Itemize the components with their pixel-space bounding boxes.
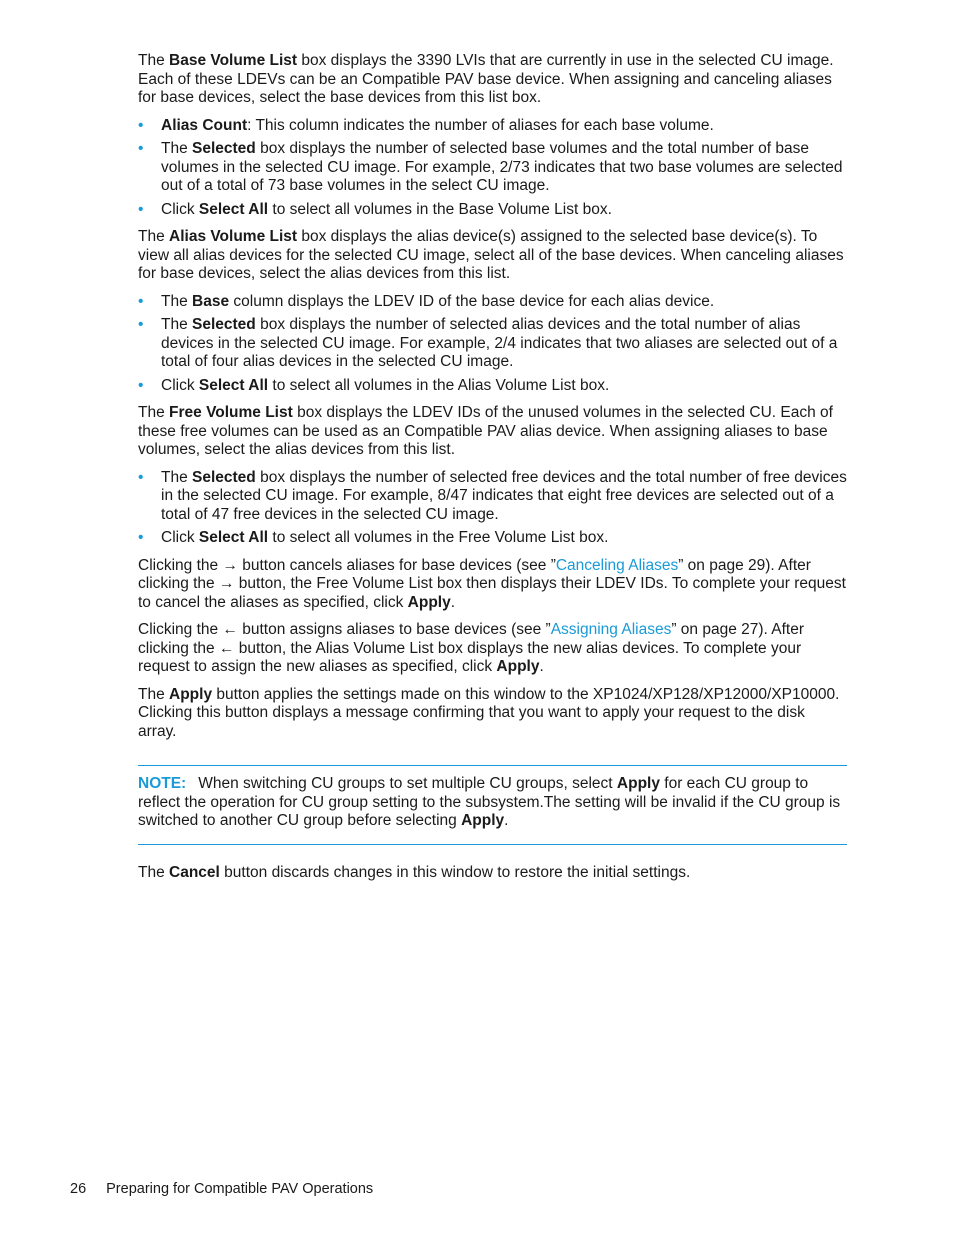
base-volume-list-paragraph: The Base Volume List box displays the 3390 LVIs that are currently in use in the selected CU image. Each of these LDEVs can be an Compatible PAV base device. When assigning and canceling aliases for base devices, select the base devices from this list box. xyxy=(138,52,834,106)
assign-arrow-paragraph: Clicking the ← button assigns aliases to base devices (see ”Assigning Aliases” on page 27). After clicking the ← button, the Alias Volume List box displays the new alias devices. To complete your request to assign the new aliases as specified, click Apply. xyxy=(138,621,805,675)
bullet-icon: • xyxy=(138,200,144,218)
free-volume-list-paragraph: The Free Volume List box displays the LDEV IDs of the unused volumes in the selected CU. Each of these free volumes can be used as an Compatible PAV alias device. When assigning aliases to base volumes, select the alias devices from this list. xyxy=(138,404,833,458)
alias-volume-list-paragraph: The Alias Volume List box displays the alias device(s) assigned to the selected base device(s). To view all alias devices for the selected CU image, select all of the base devices. When canceling aliases for base devices, select the alias devices from this list. xyxy=(138,228,844,282)
arrow-left-icon: ← xyxy=(218,639,235,657)
list-item: • The Selected box displays the number of selected base volumes and the total number of base volumes in the selected CU image. For example, 2/73 indicates that two base volumes are selected out of a total of 73 base volumes in the select CU image. xyxy=(138,140,843,194)
page-footer xyxy=(70,1180,373,1199)
note-label: NOTE: xyxy=(138,775,187,792)
base-volume-list-bullets xyxy=(138,117,847,220)
bullet-icon: • xyxy=(138,468,144,486)
list-item: • Click Select All to select all volumes in the Base Volume List box. xyxy=(138,200,612,218)
bullet-icon: • xyxy=(138,529,144,546)
apply-button-paragraph: The Apply button applies the settings made on this window to the XP1024/XP128/XP12000/XP10000. Clicking this button displays a message confirming that you want to apply your request to the disk array. xyxy=(138,685,840,740)
bullet-icon: • xyxy=(138,376,144,394)
cancel-button-paragraph: The Cancel button discards changes in this window to restore the initial settings. xyxy=(138,863,691,881)
note-box: NOTE: When switching CU groups to set multiple CU groups, select Apply for each CU group to reflect the operation for CU group setting to the subsystem.The setting will be invalid if the CU group is switched to another CU group before selecting Apply. xyxy=(138,765,847,845)
page-content xyxy=(138,52,847,891)
bullet-icon: • xyxy=(138,292,144,310)
list-item: • The Base column displays the LDEV ID of the base device for each alias device. xyxy=(138,292,715,310)
canceling-aliases-link[interactable]: Canceling Aliases xyxy=(555,556,679,574)
arrow-right-icon: → xyxy=(222,556,238,574)
bullet-icon: • xyxy=(138,316,144,333)
list-item: • Click Select All to select all volumes in the Alias Volume List box. xyxy=(138,376,610,394)
page-number: 26 xyxy=(70,1181,87,1197)
list-item: • Click Select All to select all volumes in the Free Volume List box. xyxy=(138,529,609,546)
free-volume-list-bullets xyxy=(138,469,847,548)
assigning-aliases-link[interactable]: Assigning Aliases xyxy=(550,621,672,638)
chapter-title: Preparing for Compatible PAV Operations xyxy=(106,1181,374,1197)
alias-volume-list-bullets xyxy=(138,293,847,396)
list-item: • Alias Count: This column indicates the number of aliases for each base volume. xyxy=(138,116,714,134)
arrow-right-icon: → xyxy=(218,575,235,592)
bullet-icon: • xyxy=(138,140,144,157)
list-item: • The Selected box displays the number of selected free devices and the total number of free devices in the selected CU image. For example, 8/47 indicates that eight free devices are selected out of a total of 47 free devices in the selected CU image. xyxy=(138,468,847,523)
list-item: • The Selected box displays the number of selected alias devices and the total number of alias devices in the selected CU image. For example, 2/4 indicates that two aliases are selected out of a total of four alias devices in the selected CU image. xyxy=(138,316,838,370)
cancel-arrow-paragraph: Clicking the → button cancels aliases for base devices (see ”Canceling Aliases” on page 29). After clicking the → button, the Free Volume List box then displays their LDEV IDs. To complete your request to cancel the aliases as specified, click Apply. xyxy=(138,556,846,611)
arrow-left-icon: ← xyxy=(222,621,238,638)
bullet-icon: • xyxy=(138,116,144,134)
